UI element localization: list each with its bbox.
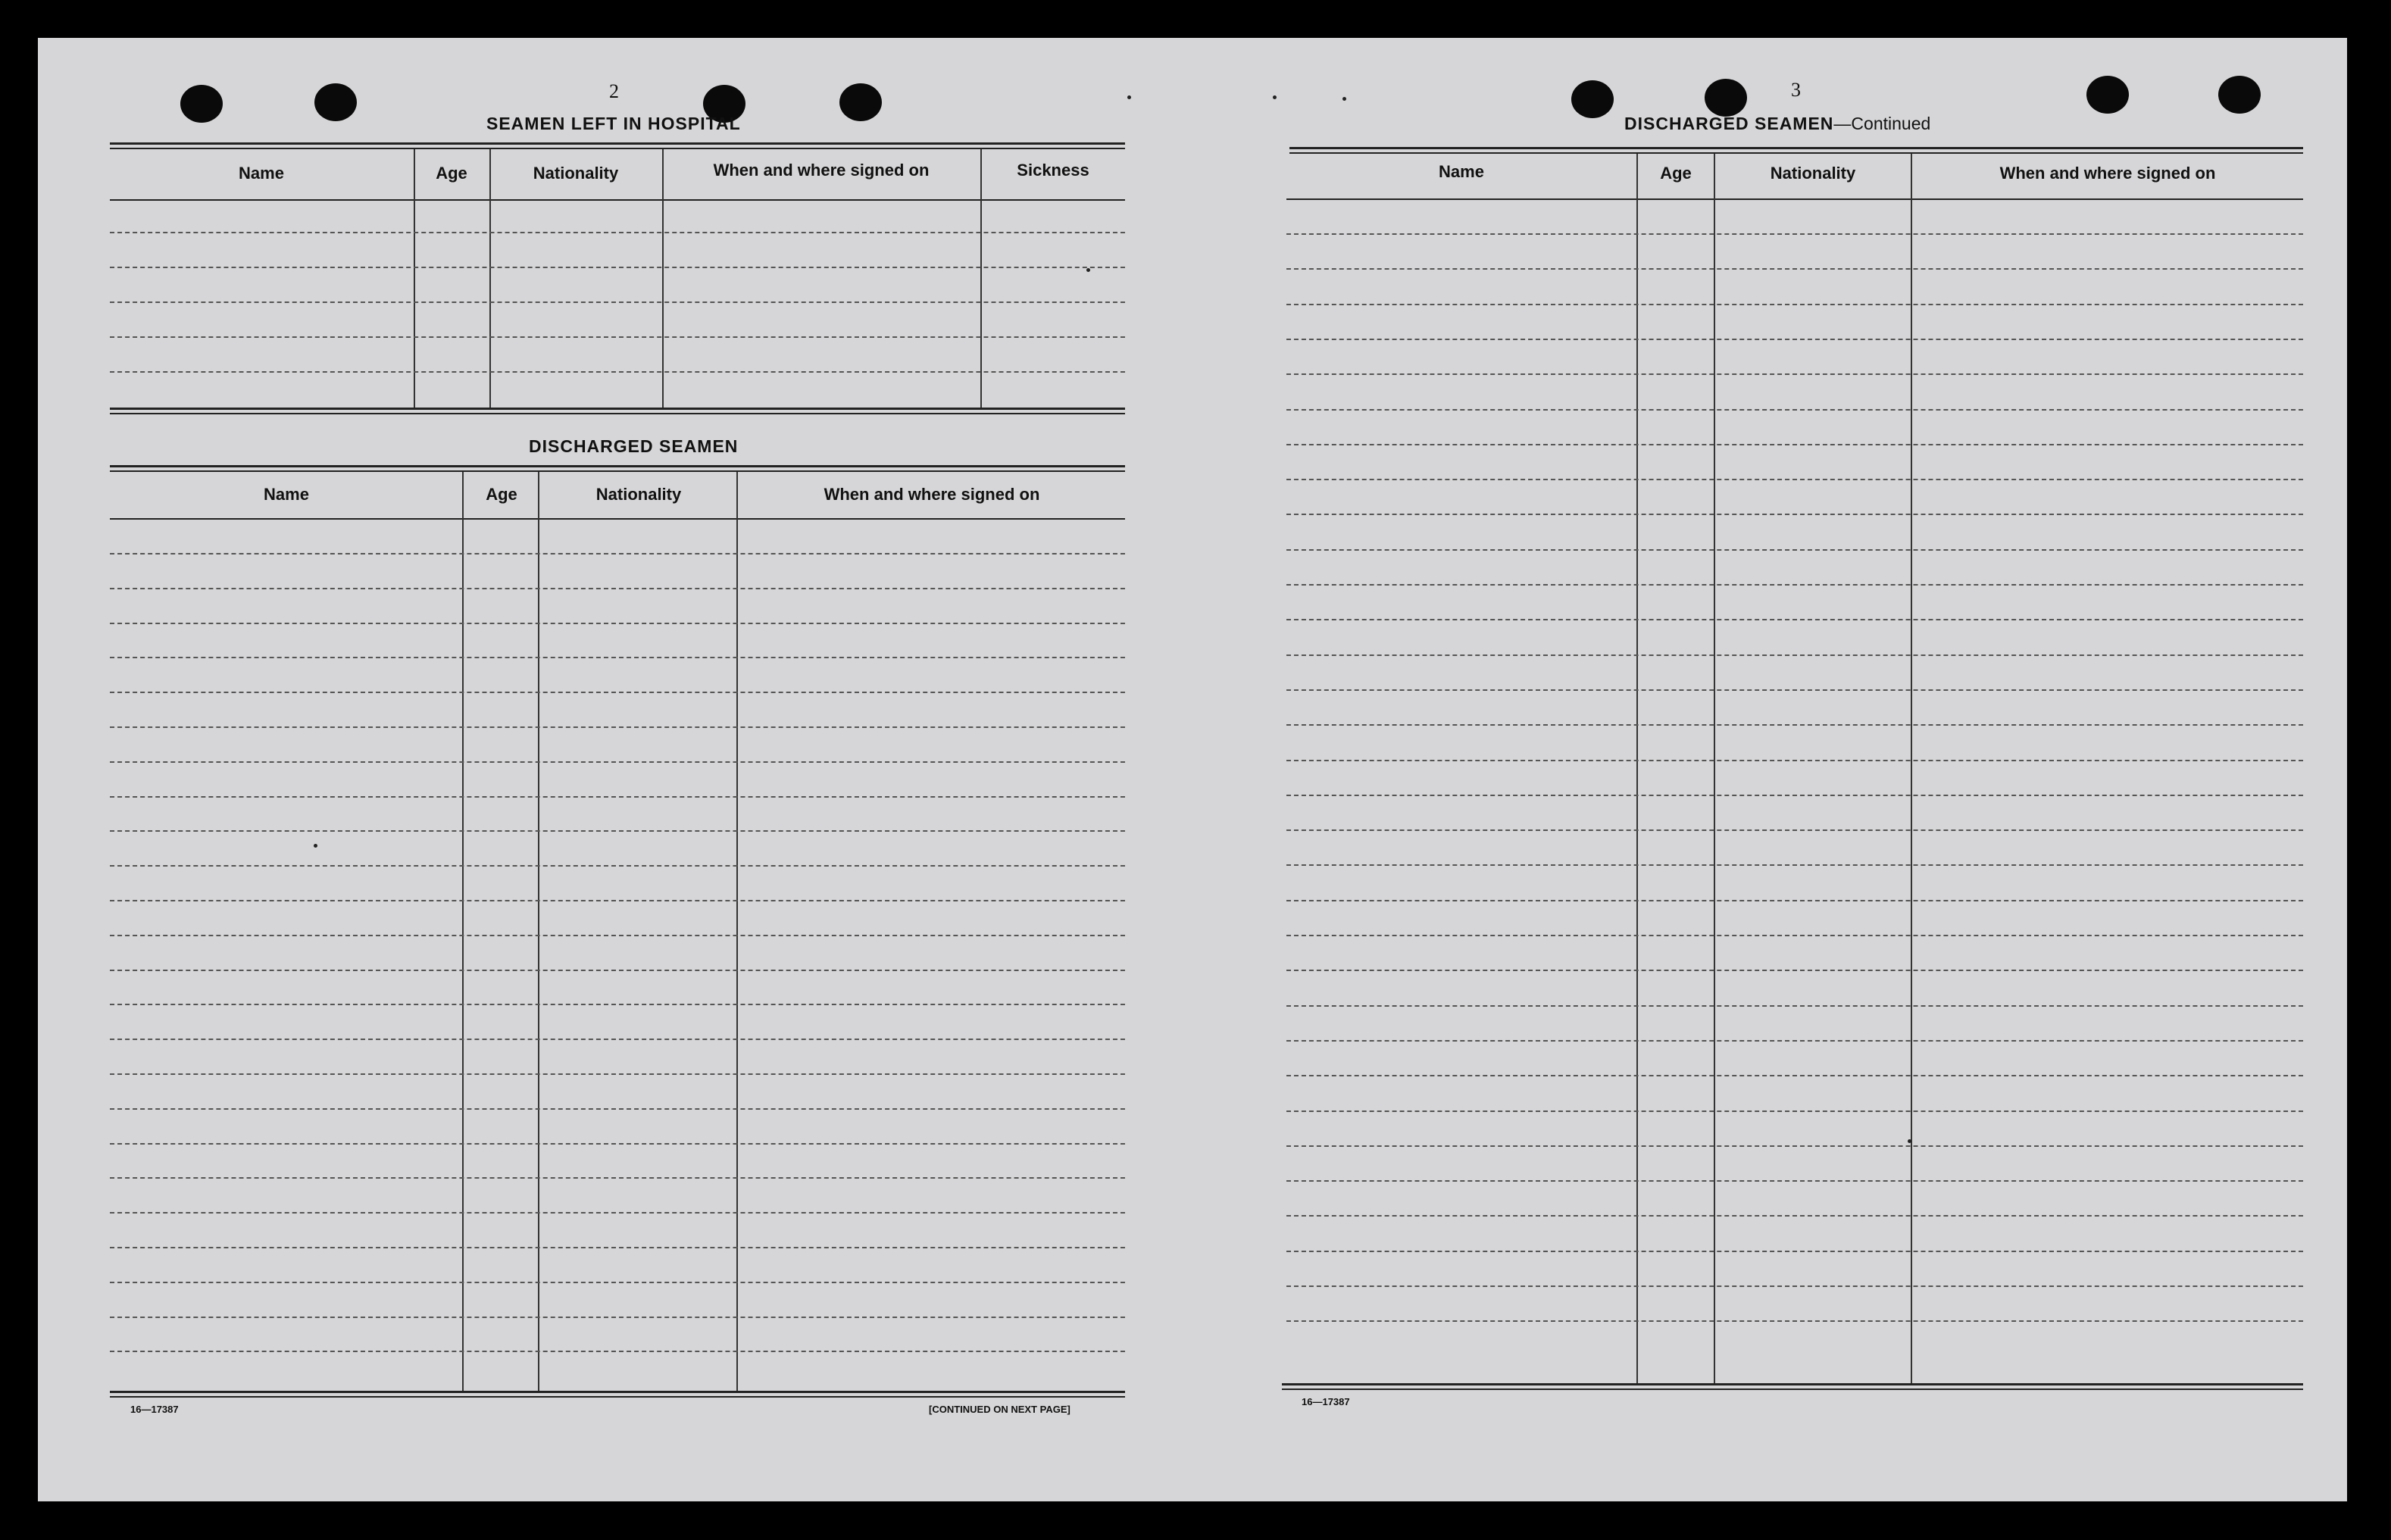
hospital-col-signed-on: When and where signed on [713,161,930,180]
table-row [1286,1145,2303,1147]
table-row [1286,409,2303,411]
discharged-col-divider [736,472,738,1392]
table-row [1286,795,2303,796]
table-row [1286,1005,2303,1007]
discharged-col-name: Name [264,485,309,504]
table-row [110,371,1125,373]
right-col-age: Age [1660,164,1692,183]
discharged-header-rule [110,518,1125,520]
table-row [1286,1110,2303,1112]
scan-speck [1127,95,1131,99]
right-top-rule [1289,147,2303,149]
table-row [1286,444,2303,445]
discharged-bottom-rule-thin [110,1396,1125,1398]
table-row [110,1177,1125,1179]
table-row [110,1247,1125,1248]
table-row [110,935,1125,936]
punch-hole [1705,79,1747,117]
table-row [110,1282,1125,1283]
table-row [1286,549,2303,551]
table-row [1286,1040,2303,1042]
right-col-name: Name [1439,162,1484,181]
scan-speck [1086,268,1090,272]
discharged-col-divider [462,472,464,1392]
table-row [110,1039,1125,1040]
hospital-col-divider [662,149,664,408]
table-row [110,553,1125,554]
scan-speck [1908,1139,1911,1143]
right-col-signed-on: When and where signed on [1999,164,2216,183]
table-row [1286,304,2303,305]
hospital-bottom-rule-thin [110,413,1125,414]
right-col-nationality: Nationality [1770,164,1856,183]
discharged-col-signed-on: When and where signed on [824,485,1040,504]
table-row [1286,1075,2303,1076]
scan-speck [1273,95,1277,99]
hospital-section-title: SEAMEN LEFT IN HOSPITAL [486,114,741,133]
right-top-rule-thin [1289,152,2303,154]
table-row [1286,339,2303,340]
page-number-right: 3 [1791,79,1801,101]
hospital-top-rule-thin [110,148,1125,149]
table-row [110,267,1125,268]
table-row [110,1108,1125,1110]
table-row [1286,619,2303,620]
table-row [110,623,1125,624]
table-row [110,692,1125,693]
table-row [110,796,1125,798]
table-row [1286,829,2303,831]
table-row [1286,760,2303,761]
table-row [110,761,1125,763]
table-row [110,232,1125,233]
discharged-bottom-rule [110,1391,1125,1393]
punch-hole [180,85,223,123]
hospital-col-sickness: Sickness [1017,161,1089,180]
table-row [1286,1215,2303,1217]
table-row [1286,654,2303,656]
right-bottom-rule-thin [1282,1388,2303,1390]
continued-note: [CONTINUED ON NEXT PAGE] [929,1404,1070,1415]
discharged-col-age: Age [486,485,517,504]
table-row [1286,1180,2303,1182]
table-row [110,830,1125,832]
hospital-header-rule [110,199,1125,201]
punch-hole [2086,76,2129,114]
table-row [110,588,1125,589]
punch-hole [314,83,357,121]
discharged-top-rule-thin [110,470,1125,472]
hospital-top-rule [110,142,1125,145]
table-row [1286,1285,2303,1287]
discharged-col-divider [538,472,539,1392]
discharged-section-title: DISCHARGED SEAMEN [529,436,739,456]
table-row [110,1073,1125,1075]
table-row [110,1317,1125,1318]
discharged-continued-title-main: DISCHARGED SEAMEN [1624,114,1834,133]
table-row [110,1143,1125,1145]
table-row [110,1212,1125,1214]
table-row [1286,268,2303,270]
form-number-left: 16—17387 [130,1404,179,1415]
discharged-top-rule [110,465,1125,467]
table-row [1286,1251,2303,1252]
table-row [110,865,1125,867]
hospital-col-divider [414,149,415,408]
punch-hole [839,83,882,121]
table-row [110,726,1125,728]
hospital-col-divider [980,149,982,408]
table-row [110,900,1125,901]
table-row [1286,900,2303,901]
hospital-col-name: Name [239,164,284,183]
hospital-col-age: Age [436,164,467,183]
punch-hole [1571,80,1614,118]
hospital-col-divider [489,149,491,408]
table-row [110,301,1125,303]
scan-speck [1342,97,1346,101]
table-row [1286,514,2303,515]
table-row [1286,864,2303,866]
table-row [110,657,1125,658]
discharged-continued-title [1624,114,1930,134]
punch-hole [2218,76,2261,114]
discharged-continued-title-suffix: —Continued [1833,114,1931,133]
table-row [1286,233,2303,235]
table-row [1286,1320,2303,1322]
table-row [110,336,1125,338]
table-row [1286,479,2303,480]
table-row [110,1351,1125,1352]
table-row [1286,373,2303,375]
table-row [110,1004,1125,1005]
hospital-bottom-rule [110,408,1125,410]
page-number-left: 2 [609,80,619,102]
right-bottom-rule [1282,1383,2303,1385]
table-row [1286,724,2303,726]
table-row [1286,584,2303,586]
scan-speck [314,844,317,848]
right-header-rule [1286,198,2303,200]
form-number-right: 16—17387 [1302,1396,1350,1407]
table-row [1286,689,2303,691]
table-row [110,970,1125,971]
table-row [1286,970,2303,971]
discharged-col-nationality: Nationality [595,485,682,504]
hospital-col-nationality: Nationality [533,164,619,183]
table-row [1286,935,2303,936]
